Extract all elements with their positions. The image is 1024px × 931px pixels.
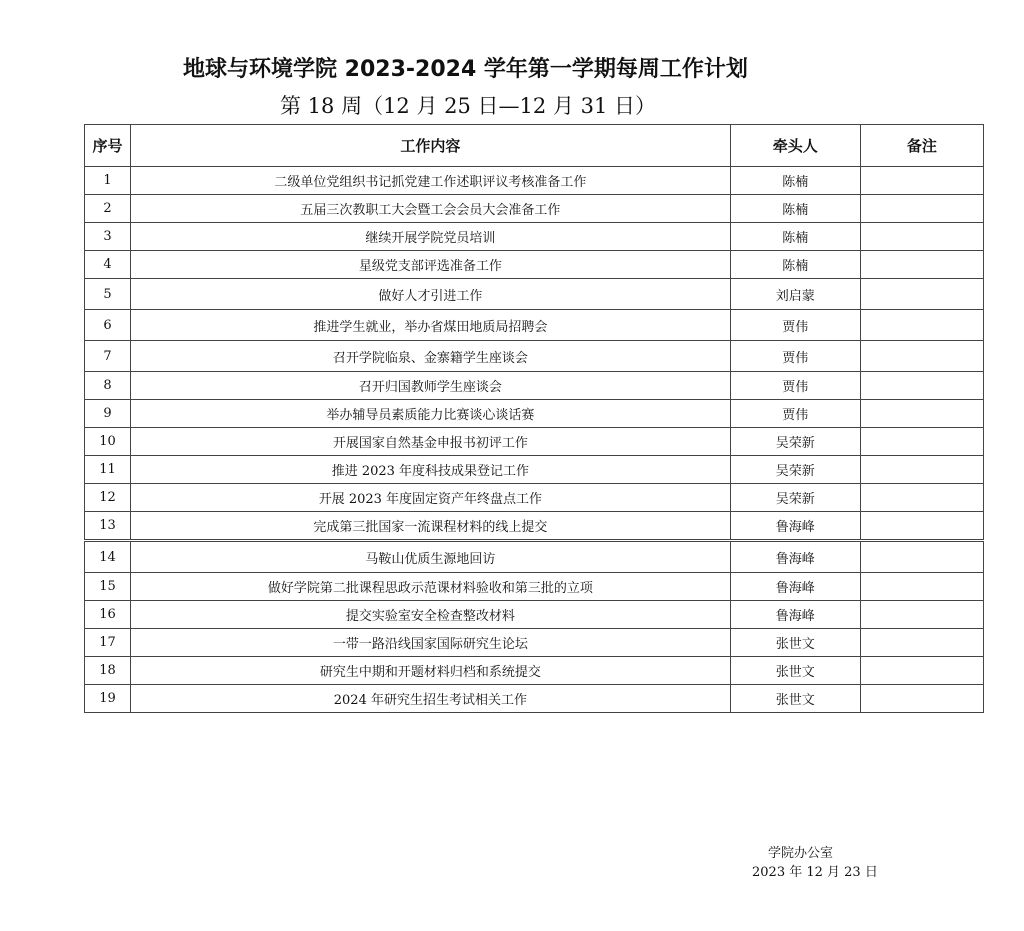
table-row: [85, 310, 984, 341]
table-row: [85, 279, 984, 310]
document-title: 地球与环境学院 2023-2024 学年第一学期每周工作计划: [183, 57, 748, 82]
issuing-office: 学院办公室: [768, 846, 834, 861]
cell-note: [860, 512, 983, 541]
cell-lead: 张世文: [730, 629, 860, 657]
table-body: [85, 167, 984, 713]
column-header-no: 序号: [85, 125, 131, 167]
cell-note: [860, 167, 983, 195]
cell-number: 19: [85, 685, 131, 713]
cell-content: 做好学院第二批课程思政示范课材料验收和第三批的立项: [131, 573, 731, 601]
column-header-content: 工作内容: [131, 125, 731, 167]
cell-number: 8: [85, 372, 131, 400]
table-row: [85, 512, 984, 541]
cell-content: 二级单位党组织书记抓党建工作述职评议考核准备工作: [131, 167, 731, 195]
cell-note: [860, 279, 983, 310]
cell-content: 推进学生就业，举办省煤田地质局招聘会: [131, 310, 731, 341]
cell-number: 14: [85, 541, 131, 573]
cell-content: 举办辅导员素质能力比赛谈心谈话赛: [131, 400, 731, 428]
cell-note: [860, 629, 983, 657]
cell-number: 4: [85, 251, 131, 279]
cell-content: 开展国家自然基金申报书初评工作: [131, 428, 731, 456]
cell-content: 召开归国教师学生座谈会: [131, 372, 731, 400]
table-row: [85, 456, 984, 484]
cell-note: [860, 484, 983, 512]
table-header-row: [85, 125, 984, 167]
cell-note: [860, 428, 983, 456]
cell-lead: 鲁海峰: [730, 541, 860, 573]
cell-number: 7: [85, 341, 131, 372]
table-row: [85, 428, 984, 456]
cell-number: 15: [85, 573, 131, 601]
column-header-note: 备注: [860, 125, 983, 167]
cell-note: [860, 601, 983, 629]
cell-note: [860, 195, 983, 223]
cell-number: 3: [85, 223, 131, 251]
cell-note: [860, 685, 983, 713]
table-row: [85, 573, 984, 601]
cell-content: 星级党支部评选准备工作: [131, 251, 731, 279]
table-row: [85, 400, 984, 428]
cell-lead: 陈楠: [730, 223, 860, 251]
cell-content: 推进 2023 年度科技成果登记工作: [131, 456, 731, 484]
cell-lead: 吴荣新: [730, 428, 860, 456]
cell-content: 开展 2023 年度固定资产年终盘点工作: [131, 484, 731, 512]
cell-lead: 贾伟: [730, 310, 860, 341]
cell-note: [860, 456, 983, 484]
cell-lead: 陈楠: [730, 251, 860, 279]
column-header-lead: 牵头人: [730, 125, 860, 167]
cell-number: 13: [85, 512, 131, 541]
cell-number: 1: [85, 167, 131, 195]
table-row: [85, 195, 984, 223]
cell-lead: 吴荣新: [730, 484, 860, 512]
cell-content: 2024 年研究生招生考试相关工作: [131, 685, 731, 713]
cell-lead: 张世文: [730, 685, 860, 713]
cell-lead: 吴荣新: [730, 456, 860, 484]
cell-note: [860, 573, 983, 601]
cell-content: 完成第三批国家一流课程材料的线上提交: [131, 512, 731, 541]
cell-lead: 贾伟: [730, 341, 860, 372]
table-row: [85, 541, 984, 573]
cell-note: [860, 223, 983, 251]
cell-note: [860, 310, 983, 341]
table-row: [85, 657, 984, 685]
cell-note: [860, 372, 983, 400]
table-row: [85, 223, 984, 251]
cell-number: 9: [85, 400, 131, 428]
cell-lead: 贾伟: [730, 400, 860, 428]
cell-content: 马鞍山优质生源地回访: [131, 541, 731, 573]
cell-content: 继续开展学院党员培训: [131, 223, 731, 251]
cell-lead: 刘启蒙: [730, 279, 860, 310]
table-row: [85, 251, 984, 279]
work-plan-table: [84, 124, 984, 713]
cell-lead: 贾伟: [730, 372, 860, 400]
cell-number: 5: [85, 279, 131, 310]
cell-lead: 张世文: [730, 657, 860, 685]
cell-number: 12: [85, 484, 131, 512]
cell-content: 召开学院临泉、金寨籍学生座谈会: [131, 341, 731, 372]
table-row: [85, 372, 984, 400]
table-row: [85, 629, 984, 657]
cell-lead: 陈楠: [730, 195, 860, 223]
cell-number: 2: [85, 195, 131, 223]
cell-number: 18: [85, 657, 131, 685]
cell-number: 10: [85, 428, 131, 456]
cell-lead: 鲁海峰: [730, 512, 860, 541]
cell-content: 五届三次教职工大会暨工会会员大会准备工作: [131, 195, 731, 223]
cell-lead: 鲁海峰: [730, 573, 860, 601]
cell-number: 16: [85, 601, 131, 629]
cell-content: 一带一路沿线国家国际研究生论坛: [131, 629, 731, 657]
issue-date: 2023 年 12 月 23 日: [752, 865, 878, 880]
table-row: [85, 484, 984, 512]
cell-content: 提交实验室安全检查整改材料: [131, 601, 731, 629]
cell-note: [860, 341, 983, 372]
table-row: [85, 167, 984, 195]
table-row: [85, 685, 984, 713]
cell-note: [860, 541, 983, 573]
cell-number: 11: [85, 456, 131, 484]
cell-number: 6: [85, 310, 131, 341]
week-subtitle: 第 18 周（12 月 25 日—12 月 31 日）: [280, 94, 657, 118]
cell-note: [860, 657, 983, 685]
cell-lead: 鲁海峰: [730, 601, 860, 629]
cell-lead: 陈楠: [730, 167, 860, 195]
cell-number: 17: [85, 629, 131, 657]
cell-note: [860, 400, 983, 428]
table-row: [85, 341, 984, 372]
table-row: [85, 601, 984, 629]
cell-content: 做好人才引进工作: [131, 279, 731, 310]
cell-note: [860, 251, 983, 279]
cell-content: 研究生中期和开题材料归档和系统提交: [131, 657, 731, 685]
